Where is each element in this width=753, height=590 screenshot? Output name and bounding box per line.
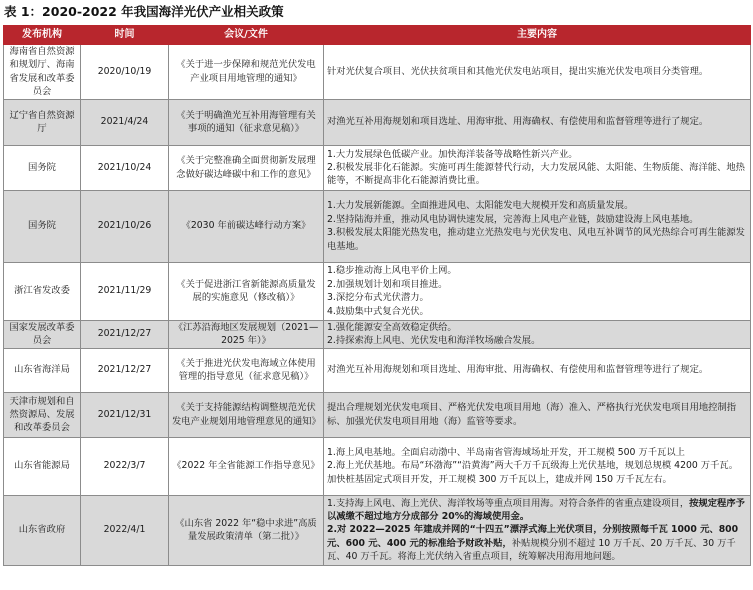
cell-doc: 《关于促进浙江省新能源高质量发展的实施意见（修改稿）》 — [169, 262, 324, 320]
cell-content — [324, 320, 751, 348]
content-line: 对渔光互补用海规划和项目选址、用海审批、用海确权、有偿使用和监督管理等进行了规定。 — [327, 116, 709, 128]
cell-org: 辽宁省自然资源厅 — [4, 99, 81, 145]
cell-time: 2020/10/19 — [81, 45, 169, 100]
cell-org: 山东省能源局 — [4, 437, 81, 495]
content-line: 1.稳步推动海上风电平价上网。 — [327, 265, 457, 277]
table-title: 表 1：2020-2022 年我国海洋光伏产业相关政策 — [4, 4, 284, 19]
content-line: 1.海上风电基地。全面启动渤中、半岛南省管海域场址开发，开工规模 500 万千瓦以上 — [327, 447, 685, 459]
cell-content — [324, 495, 751, 565]
cell-doc: 《关于推进光伏发电海域立体使用管理的指导意见（征求意见稿）》 — [169, 348, 324, 392]
cell-time: 2021/12/27 — [81, 320, 169, 348]
cell-org: 山东省政府 — [4, 495, 81, 565]
header-content: 主要内容 — [324, 26, 751, 45]
table-row — [4, 392, 751, 437]
table-row — [4, 99, 751, 145]
table-row — [4, 190, 751, 262]
cell-content — [324, 99, 751, 145]
cell-content — [324, 145, 751, 190]
cell-time: 2021/10/24 — [81, 145, 169, 190]
cell-time: 2021/10/26 — [81, 190, 169, 262]
cell-doc: 《关于明确渔光互补用海管理有关事项的通知（征求意见稿）》 — [169, 99, 324, 145]
content-line: 3.深挖分布式光伏潜力。 — [327, 292, 429, 304]
cell-doc: 《山东省 2022 年“稳中求进”高质量发展政策清单（第二批）》 — [169, 495, 324, 565]
table-header-row — [4, 26, 751, 45]
table-row — [4, 437, 751, 495]
content-line: 对渔光互补用海规划和项目选址、用海审批、用海确权、有偿使用和监督管理等进行了规定。 — [327, 364, 709, 376]
cell-org: 海南省自然资源和规划厅、海南省发展和改革委员会 — [4, 45, 81, 100]
cell-content — [324, 392, 751, 437]
cell-time: 2022/4/1 — [81, 495, 169, 565]
content-line: 2.积极发展非化石能源。实施可再生能源替代行动，大力发展风能、太阳能、生物质能、海洋能、地热能等，不断提高非化石能源消费比重。 — [327, 161, 745, 187]
table-row — [4, 495, 751, 565]
content-line: 1.大力发展新能源。全面推进风电、太阳能发电大规模开发和高质量发展。 — [327, 200, 634, 212]
content-line: 1.强化能源安全高效稳定供给。 — [327, 321, 457, 333]
content-line: 2.持探索海上风电、光伏发电和海洋牧场融合发展。 — [327, 335, 541, 347]
content-line: 1.大力发展绿色低碳产业。加快海洋装备等战略性新兴产业。 — [327, 148, 578, 160]
cell-time: 2022/3/7 — [81, 437, 169, 495]
header-time: 时间 — [81, 26, 169, 45]
content-text: 补贴规模分别不超过 10 万千瓦、20 万千瓦、30 万千瓦、40 万千瓦。将海上光伏纳入省重点项目，统筹解决用海用地问题。 — [327, 537, 736, 563]
content-line: 2.海上光伏基地。布局“环渤海”“沿黄海”两大千万千瓦级海上光伏基地，规划总规模 4200 万千瓦。加快桩基固定式项目开发，开工规模 300 万千瓦以上，建成并网 150 万千瓦左右。 — [327, 460, 738, 485]
cell-time: 2021/11/29 — [81, 262, 169, 320]
content-text-bold: 按规定程序予以减缴不超过地方分成部分 20%的海域使用金。 — [327, 497, 745, 523]
header-org: 发布机构 — [4, 26, 81, 45]
cell-doc: 《2030 年前碳达峰行动方案》 — [169, 190, 324, 262]
cell-org: 国家发展改革委员会 — [4, 320, 81, 348]
cell-org: 天津市规划和自然资源局、发展和改革委员会 — [4, 392, 81, 437]
content-line: 3.积极发展太阳能光热发电，推动建立光热发电与光伏发电、风电互补调节的风光热综合可再生能源发电基地。 — [327, 227, 745, 252]
policy-table — [3, 25, 751, 566]
cell-doc: 《关于进一步保障和规范光伏发电产业项目用地管理的通知》 — [169, 45, 324, 100]
cell-time: 2021/12/31 — [81, 392, 169, 437]
cell-content — [324, 348, 751, 392]
table-row — [4, 320, 751, 348]
cell-org: 国务院 — [4, 190, 81, 262]
cell-doc: 《关于完整准确全面贯彻新发展理念做好碳达峰碳中和工作的意见》 — [169, 145, 324, 190]
cell-org: 国务院 — [4, 145, 81, 190]
cell-org: 浙江省发改委 — [4, 262, 81, 320]
content-text-bold: 2.对 2022—2025 年建成并网的“十四五”漂浮式海上光伏项目，分别按照每千瓦 1000 元、800 元、600 元、400 元的标准给予财政补贴， — [327, 524, 739, 549]
cell-doc: 《关于支持能源结构调整规范光伏发电产业规划用地管理意见的通知》 — [169, 392, 324, 437]
table-row — [4, 348, 751, 392]
content-line: 提出合理规划光伏发电项目、严格光伏发电项目用地（海）准入、严格执行光伏发电项目用地控制指标、加强光伏发电项目用地（海）监管等要求。 — [327, 402, 737, 427]
cell-content — [324, 190, 751, 262]
content-line: 2.坚持陆海并重，推动风电协调快速发展，完善海上风电产业链，鼓励建设海上风电基地。 — [327, 213, 699, 225]
cell-content — [324, 262, 751, 320]
cell-org: 山东省海洋局 — [4, 348, 81, 392]
content-line: 4.鼓励集中式复合光伏。 — [327, 305, 429, 317]
cell-content — [324, 437, 751, 495]
cell-time: 2021/12/27 — [81, 348, 169, 392]
content-text: 1.支持海上风电、海上光伏、海洋牧场等重点项目用海。对符合条件的省重点建设项目， — [327, 497, 690, 509]
cell-content — [324, 45, 751, 100]
cell-time: 2021/4/24 — [81, 99, 169, 145]
content-line: 针对光伏复合项目、光伏扶贫项目和其他光伏发电站项目，提出实施光伏发电项目分类管理。 — [327, 66, 709, 78]
cell-doc: 《江苏沿海地区发展规划（2021—2025 年）》 — [169, 320, 324, 348]
cell-doc: 《2022 年全省能源工作指导意见》 — [169, 437, 324, 495]
table-row — [4, 145, 751, 190]
table-row — [4, 262, 751, 320]
header-doc: 会议/文件 — [169, 26, 324, 45]
content-line: 2.加强规划计划和项目推进。 — [327, 278, 448, 290]
table-row — [4, 45, 751, 100]
